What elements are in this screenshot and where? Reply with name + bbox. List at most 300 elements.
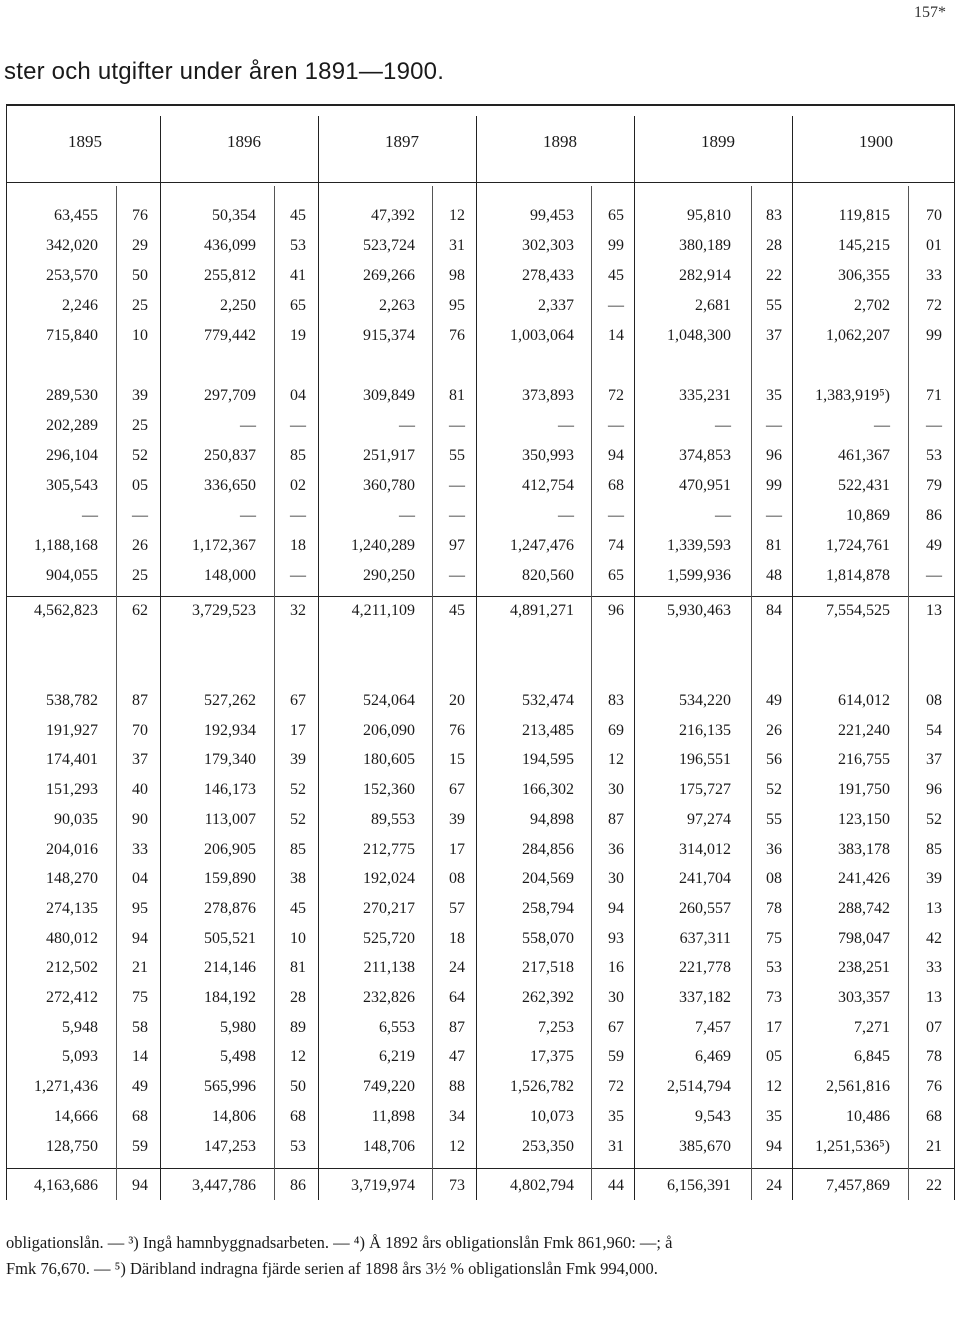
amount-cell: 232,826 (363, 989, 415, 1006)
amount-cell: 461,367 (838, 447, 890, 464)
cents-cell: 33 (132, 840, 148, 858)
cents-cell: 94 (132, 1177, 148, 1194)
amount-cell: 206,090 (363, 721, 415, 739)
cents-cell: 49 (926, 537, 942, 554)
cents-cell: — (449, 567, 465, 584)
amount-cell: 2,337 (538, 297, 574, 314)
amount-cell: 5,980 (220, 1018, 256, 1036)
cents-cell: 16 (608, 959, 624, 977)
cents-cell: 35 (608, 1107, 624, 1125)
amount-cell: 250,837 (204, 447, 256, 464)
amount-cell: 6,469 (695, 1048, 731, 1066)
cents-cell: 68 (290, 1107, 306, 1125)
amount-cell: 309,849 (363, 387, 415, 404)
cents-cell: 37 (766, 327, 782, 344)
amount-cell: 241,704 (679, 870, 731, 888)
cents-cell: 81 (766, 537, 782, 554)
amount-cell: 274,135 (46, 899, 98, 917)
cents-cell: — (449, 507, 465, 524)
amount-cell: 221,778 (679, 959, 731, 977)
footnotes (6, 1230, 956, 1282)
amount-cell: 306,355 (838, 267, 890, 284)
cents-cell: 62 (132, 602, 148, 619)
amount-cell: 147,253 (204, 1137, 256, 1155)
cents-cell: 35 (766, 1107, 782, 1125)
cents-cell: 39 (449, 810, 465, 828)
cents-cell: 65 (608, 207, 624, 224)
cents-cell: 08 (449, 870, 465, 888)
amount-cell: 779,442 (204, 327, 256, 344)
cents-cell: 02 (290, 477, 306, 494)
amount-cell: 715,840 (46, 327, 98, 344)
cents-cell: 14 (132, 1048, 148, 1066)
cents-cell: 52 (290, 781, 306, 799)
amount-cell: 505,521 (204, 929, 256, 947)
amount-cell: 204,016 (46, 840, 98, 858)
amount-cell: 180,605 (363, 751, 415, 769)
cents-cell: 25 (132, 417, 148, 434)
cents-cell: 15 (449, 751, 465, 769)
amount-cell: 217,518 (522, 959, 574, 977)
cents-cell: 45 (608, 267, 624, 284)
table-row (0, 387, 960, 409)
cents-cell: 13 (926, 899, 942, 917)
cents-cell: 28 (290, 989, 306, 1006)
cents-cell: 12 (449, 207, 465, 224)
amount-cell: — (558, 507, 574, 524)
year-header: 1897 (385, 132, 419, 151)
cents-cell: 30 (608, 870, 624, 888)
cents-cell: 53 (290, 1137, 306, 1155)
amount-cell: 202,289 (46, 417, 98, 434)
amount-cell: 296,104 (46, 447, 98, 464)
amount-cell: 204,569 (522, 870, 574, 888)
amount-cell: 1,048,300 (667, 327, 731, 344)
amount-cell: 335,231 (679, 387, 731, 404)
top-rule (6, 104, 954, 106)
cents-cell: 52 (132, 447, 148, 464)
table-row (0, 692, 960, 714)
cents-cell: 08 (926, 692, 942, 709)
amount-cell: 47,392 (371, 207, 415, 224)
cents-cell: 12 (449, 1137, 465, 1155)
cents-cell: 73 (766, 989, 782, 1006)
amount-cell: 297,709 (204, 387, 256, 404)
amount-cell: 192,024 (363, 870, 415, 888)
amount-cell: 11,898 (371, 1107, 415, 1125)
amount-cell: 284,856 (522, 840, 574, 858)
cents-cell: 70 (132, 721, 148, 739)
cents-cell: 81 (449, 387, 465, 404)
amount-cell: 915,374 (363, 327, 415, 344)
amount-cell: 151,293 (46, 781, 98, 799)
cents-cell: 78 (926, 1048, 942, 1066)
amount-cell: 99,453 (530, 207, 574, 224)
cents-cell: 76 (449, 327, 465, 344)
amount-cell: 1,188,168 (34, 537, 98, 554)
amount-cell: 1,383,919⁵) (815, 387, 890, 404)
cents-cell: 25 (132, 297, 148, 314)
amount-cell: — (82, 507, 98, 524)
cents-cell: 85 (290, 447, 306, 464)
cents-cell: — (290, 567, 306, 584)
amount-cell: 1,339,593 (667, 537, 731, 554)
cents-cell: 53 (766, 959, 782, 977)
cents-cell: 76 (132, 207, 148, 224)
amount-cell: 128,750 (46, 1137, 98, 1155)
cents-cell: 07 (926, 1018, 942, 1036)
cents-cell: 10 (132, 327, 148, 344)
amount-cell: 1,240,289 (351, 537, 415, 554)
table-row (0, 841, 960, 863)
amount-cell: 374,853 (679, 447, 731, 464)
cents-cell: 64 (449, 989, 465, 1006)
amount-cell: 211,138 (363, 959, 415, 977)
amount-cell: 288,742 (838, 899, 890, 917)
cents-cell: 93 (608, 929, 624, 947)
cents-cell: 96 (926, 781, 942, 799)
amount-cell: 212,775 (363, 840, 415, 858)
cents-cell: 76 (449, 721, 465, 739)
amount-cell: 174,401 (46, 751, 98, 769)
amount-cell: 278,876 (204, 899, 256, 917)
cents-cell: 72 (608, 387, 624, 404)
cents-cell: 50 (132, 267, 148, 284)
cents-cell: 48 (766, 567, 782, 584)
cents-cell: 72 (926, 297, 942, 314)
cents-cell: 65 (608, 567, 624, 584)
amount-cell: 289,530 (46, 387, 98, 404)
amount-cell: 904,055 (46, 567, 98, 584)
amount-cell: 412,754 (522, 477, 574, 494)
cents-cell: 47 (449, 1048, 465, 1066)
cents-cell: 73 (449, 1177, 465, 1194)
cents-cell: — (766, 507, 782, 524)
amount-cell: 2,561,816 (826, 1078, 890, 1096)
cents-cell: — (608, 507, 624, 524)
cents-cell: 83 (766, 207, 782, 224)
amount-cell: 10,073 (530, 1107, 574, 1125)
table-row (0, 567, 960, 589)
cents-cell: 37 (132, 751, 148, 769)
cents-cell: 50 (290, 1078, 306, 1096)
amount-cell: 206,905 (204, 840, 256, 858)
amount-cell: 7,457,869 (826, 1177, 890, 1194)
amount-cell: 614,012 (838, 692, 890, 709)
cents-cell: 18 (290, 537, 306, 554)
table-row (0, 751, 960, 773)
amount-cell: 119,815 (838, 207, 890, 224)
cents-cell: 83 (608, 692, 624, 709)
cents-cell: 42 (926, 929, 942, 947)
amount-cell: 523,724 (363, 237, 415, 254)
table-row (0, 297, 960, 319)
cents-cell: 53 (926, 447, 942, 464)
cents-cell: 14 (608, 327, 624, 344)
cents-cell: 13 (926, 602, 942, 619)
cents-cell: 67 (608, 1018, 624, 1036)
table-row (0, 267, 960, 289)
cents-cell: 39 (132, 387, 148, 404)
table-row (0, 417, 960, 439)
amount-cell: 820,560 (522, 567, 574, 584)
amount-cell: 152,360 (363, 781, 415, 799)
cents-cell: 04 (132, 870, 148, 888)
amount-cell: 303,357 (838, 989, 890, 1006)
cents-cell: 40 (132, 781, 148, 799)
cents-cell: 71 (926, 387, 942, 404)
cents-cell: 55 (449, 447, 465, 464)
amount-cell: — (715, 417, 731, 434)
amount-cell: 2,246 (62, 297, 98, 314)
cents-cell: 39 (926, 870, 942, 888)
amount-cell: 534,220 (679, 692, 731, 709)
amount-cell: 221,240 (838, 721, 890, 739)
amount-cell: 1,271,436 (34, 1078, 98, 1096)
total-rule (6, 596, 954, 597)
cents-cell: 20 (449, 692, 465, 709)
cents-cell: 41 (290, 267, 306, 284)
amount-cell: 7,457 (695, 1018, 731, 1036)
amount-cell: 1,814,878 (826, 567, 890, 584)
amount-cell: 159,890 (204, 870, 256, 888)
page-title: ster och utgifter under åren 1891—1900. (4, 58, 445, 85)
year-header: 1898 (543, 132, 577, 151)
cents-cell: 74 (608, 537, 624, 554)
amount-cell: 3,447,786 (192, 1177, 256, 1194)
cents-cell: 01 (926, 237, 942, 254)
table-row (0, 989, 960, 1011)
amount-cell: 94,898 (530, 810, 574, 828)
amount-cell: 89,553 (371, 810, 415, 828)
cents-cell: 31 (449, 237, 465, 254)
cents-cell: 39 (290, 751, 306, 769)
cents-cell: 97 (449, 537, 465, 554)
cents-cell: — (132, 507, 148, 524)
cents-cell: 05 (766, 1048, 782, 1066)
cents-cell: 96 (608, 602, 624, 619)
amount-cell: 251,917 (363, 447, 415, 464)
amount-cell: 214,146 (204, 959, 256, 977)
amount-cell: — (874, 417, 890, 434)
total-rule (6, 1168, 954, 1169)
cents-cell: 44 (608, 1177, 624, 1194)
amount-cell: 1,247,476 (510, 537, 574, 554)
cents-cell: 76 (926, 1078, 942, 1096)
cents-cell: 55 (766, 810, 782, 828)
cents-cell: 21 (132, 959, 148, 977)
amount-cell: 282,914 (679, 267, 731, 284)
footnote-line: obligationslån. — ³) Ingå hamnbyggnadsarbeten. — ⁴) Å 1892 års obligationslån Fmk 861,960: —; å (6, 1233, 673, 1252)
cents-cell: 24 (449, 959, 465, 977)
cents-cell: 84 (766, 602, 782, 619)
cents-cell: 08 (766, 870, 782, 888)
amount-cell: 260,557 (679, 899, 731, 917)
amount-cell: 3,719,974 (351, 1177, 415, 1194)
table-row (0, 900, 960, 922)
cents-cell: 68 (132, 1107, 148, 1125)
cents-cell: 24 (766, 1177, 782, 1194)
cents-cell: 94 (766, 1137, 782, 1155)
amount-cell: 749,220 (363, 1078, 415, 1096)
cents-cell: 78 (766, 899, 782, 917)
amount-cell: 213,485 (522, 721, 574, 739)
cents-cell: 55 (766, 297, 782, 314)
amount-cell: 2,514,794 (667, 1078, 731, 1096)
table-row (0, 537, 960, 559)
amount-cell: 148,270 (46, 870, 98, 888)
page-number: 157* (914, 4, 946, 21)
cents-cell: 33 (926, 959, 942, 977)
cents-cell: 45 (449, 602, 465, 619)
cents-cell: — (290, 507, 306, 524)
amount-cell: 146,173 (204, 781, 256, 799)
cents-cell: 45 (290, 207, 306, 224)
year-header: 1899 (701, 132, 735, 151)
cents-cell: 59 (608, 1048, 624, 1066)
cents-cell: — (290, 417, 306, 434)
table-row (0, 1048, 960, 1070)
amount-cell: 538,782 (46, 692, 98, 709)
cents-cell: 36 (608, 840, 624, 858)
amount-cell: 2,681 (695, 297, 731, 314)
cents-cell: — (766, 417, 782, 434)
cents-cell: 53 (290, 237, 306, 254)
amount-cell: 5,093 (62, 1048, 98, 1066)
amount-cell: 527,262 (204, 692, 256, 709)
amount-cell: 4,891,271 (510, 602, 574, 619)
amount-cell: 175,727 (679, 781, 731, 799)
cents-cell: 21 (926, 1137, 942, 1155)
amount-cell: 380,189 (679, 237, 731, 254)
cents-cell: 26 (132, 537, 148, 554)
amount-cell: 5,930,463 (667, 602, 731, 619)
cents-cell: — (926, 417, 942, 434)
amount-cell: 302,303 (522, 237, 574, 254)
amount-cell: 2,263 (379, 297, 415, 314)
amount-cell: 194,595 (522, 751, 574, 769)
amount-cell: 3,729,523 (192, 602, 256, 619)
table-row (0, 930, 960, 952)
amount-cell: 7,253 (538, 1018, 574, 1036)
cents-cell: 86 (290, 1177, 306, 1194)
amount-cell: 522,431 (838, 477, 890, 494)
amount-cell: 305,543 (46, 477, 98, 494)
amount-cell: 253,350 (522, 1137, 574, 1155)
cents-cell: 52 (766, 781, 782, 799)
cents-cell: 86 (926, 507, 942, 524)
amount-cell: 336,650 (204, 477, 256, 494)
amount-cell: 145,215 (838, 237, 890, 254)
table-row (0, 1177, 960, 1199)
cents-cell: 98 (449, 267, 465, 284)
table-row (0, 447, 960, 469)
amount-cell: 166,302 (522, 781, 574, 799)
amount-cell: 90,035 (54, 810, 98, 828)
cents-cell: 10 (290, 929, 306, 947)
cents-cell: 87 (132, 692, 148, 709)
table-row (0, 207, 960, 229)
amount-cell: 360,780 (363, 477, 415, 494)
table-row (0, 1078, 960, 1100)
cents-cell: 19 (290, 327, 306, 344)
cents-cell: 70 (926, 207, 942, 224)
amount-cell: 4,163,686 (34, 1177, 98, 1194)
cents-cell: 87 (449, 1018, 465, 1036)
amount-cell: 1,172,367 (192, 537, 256, 554)
cents-cell: 79 (926, 477, 942, 494)
cents-cell: 12 (766, 1078, 782, 1096)
amount-cell: 798,047 (838, 929, 890, 947)
cents-cell: 95 (132, 899, 148, 917)
amount-cell: 480,012 (46, 929, 98, 947)
cents-cell: 31 (608, 1137, 624, 1155)
amount-cell: 262,392 (522, 989, 574, 1006)
amount-cell: 50,354 (212, 207, 256, 224)
cents-cell: 36 (766, 840, 782, 858)
amount-cell: 4,802,794 (510, 1177, 574, 1194)
cents-cell: — (926, 567, 942, 584)
amount-cell: 5,498 (220, 1048, 256, 1066)
amount-cell: 385,670 (679, 1137, 731, 1155)
amount-cell: 14,666 (54, 1107, 98, 1125)
cents-cell: 05 (132, 477, 148, 494)
cents-cell: 52 (926, 810, 942, 828)
cents-cell: 56 (766, 751, 782, 769)
cents-cell: 72 (608, 1078, 624, 1096)
amount-cell: 436,099 (204, 237, 256, 254)
amount-cell: 148,706 (363, 1137, 415, 1155)
cents-cell: 28 (766, 237, 782, 254)
cents-cell: 67 (290, 692, 306, 709)
amount-cell: 4,211,109 (351, 602, 415, 619)
cents-cell: 88 (449, 1078, 465, 1096)
cents-cell: 12 (608, 751, 624, 769)
amount-cell: 532,474 (522, 692, 574, 709)
amount-cell: 270,217 (363, 899, 415, 917)
cents-cell: 68 (926, 1107, 942, 1125)
cents-cell: 94 (608, 899, 624, 917)
cents-cell: 94 (608, 447, 624, 464)
table-row (0, 477, 960, 499)
table-row (0, 1108, 960, 1130)
footnote-line: Fmk 76,670. — ⁵) Däribland indragna fjärde serien af 1898 års 3½ % obligationslån Fmk 994,000. (6, 1259, 658, 1278)
amount-cell: 565,996 (204, 1078, 256, 1096)
cents-cell: — (449, 477, 465, 494)
table-row (0, 507, 960, 529)
year-header: 1900 (859, 132, 893, 151)
table-row (0, 870, 960, 892)
amount-cell: 2,702 (854, 297, 890, 314)
amount-cell: 6,156,391 (667, 1177, 731, 1194)
cents-cell: 94 (132, 929, 148, 947)
cents-cell: 17 (766, 1018, 782, 1036)
cents-cell: 59 (132, 1137, 148, 1155)
cents-cell: 68 (608, 477, 624, 494)
amount-cell: 9,543 (695, 1107, 731, 1125)
amount-cell: 1,003,064 (510, 327, 574, 344)
amount-cell: 216,755 (838, 751, 890, 769)
header-rule (6, 182, 954, 183)
cents-cell: 65 (290, 297, 306, 314)
amount-cell: 7,271 (854, 1018, 890, 1036)
year-header: 1896 (227, 132, 261, 151)
amount-cell: 4,562,823 (34, 602, 98, 619)
table-row (0, 781, 960, 803)
amount-cell: — (240, 507, 256, 524)
amount-cell: 383,178 (838, 840, 890, 858)
cents-cell: 17 (290, 721, 306, 739)
